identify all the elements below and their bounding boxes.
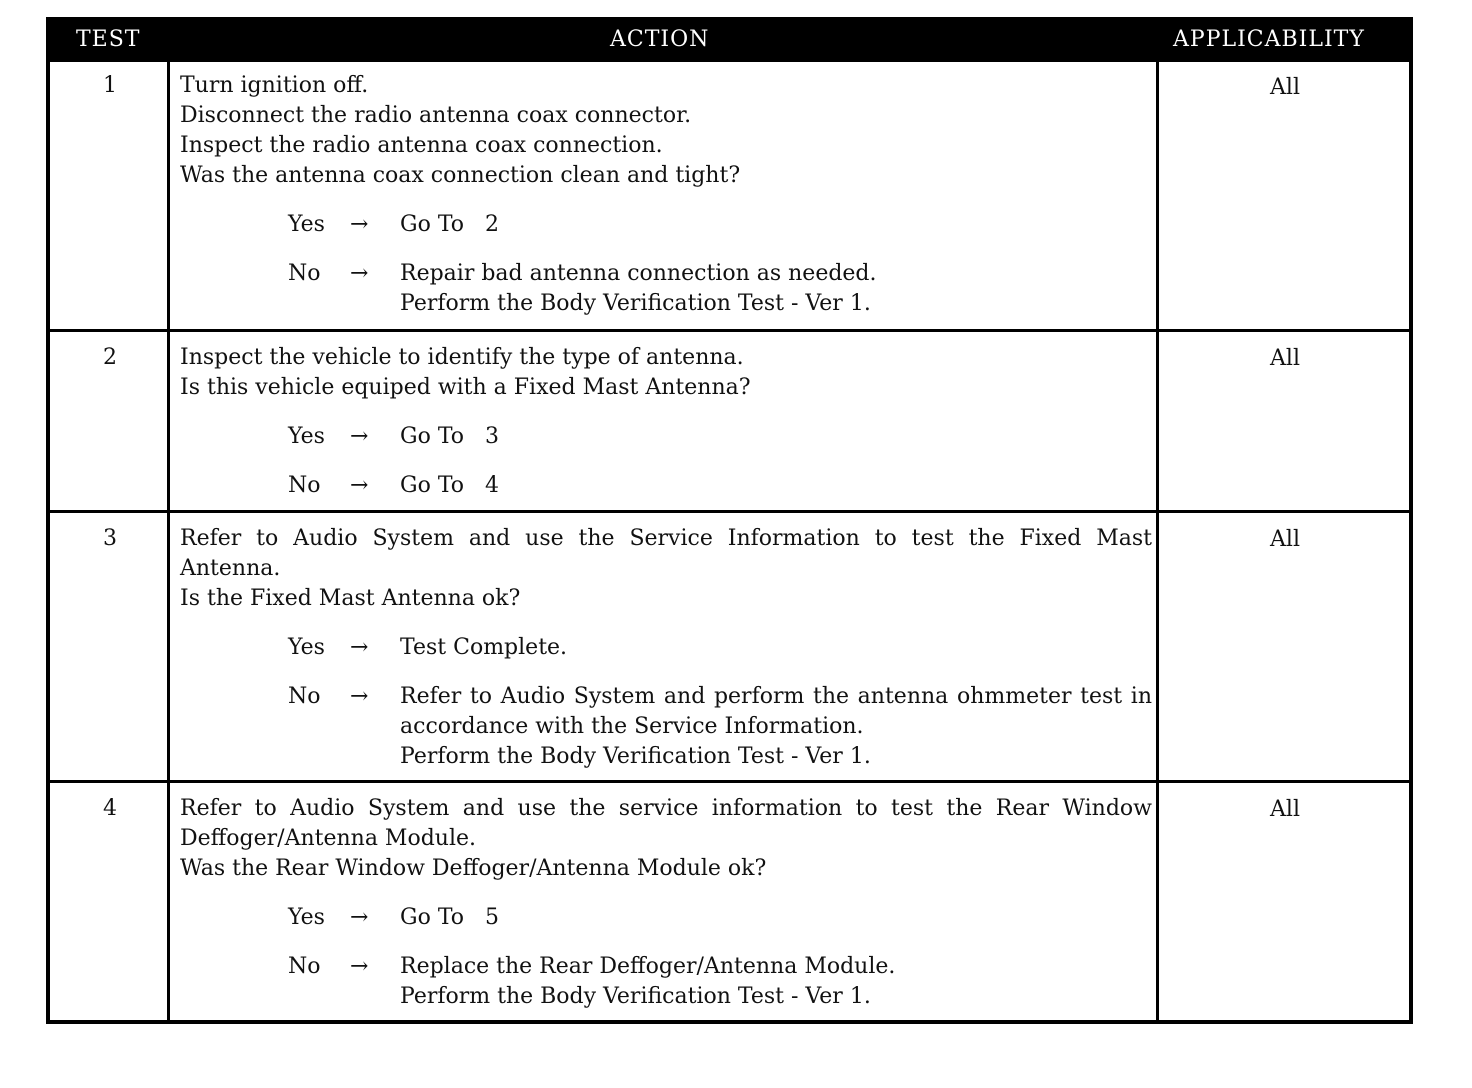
applicability-value: All bbox=[1270, 797, 1300, 822]
no-label: No bbox=[288, 684, 321, 709]
no-answer bbox=[180, 952, 1152, 1012]
test-number: 3 bbox=[103, 526, 117, 551]
row-divider bbox=[50, 780, 1409, 783]
arrow-icon: → bbox=[350, 424, 369, 449]
applicability-value: All bbox=[1270, 75, 1300, 100]
action-line: Inspect the vehicle to identify the type of antenna. bbox=[180, 345, 744, 370]
action-line: Was the antenna coax connection clean and tight? bbox=[180, 163, 741, 188]
no-result: Go To 4 bbox=[400, 473, 499, 498]
action-line: Is this vehicle equiped with a Fixed Mast Antenna? bbox=[180, 375, 751, 400]
header-action: ACTION bbox=[610, 27, 710, 52]
no-result-line: Perform the Body Verification Test - Ver 1. bbox=[400, 744, 871, 769]
no-answer bbox=[180, 471, 1152, 501]
header-test: TEST bbox=[76, 27, 141, 52]
arrow-icon: → bbox=[350, 261, 369, 286]
no-result-line: Replace the Rear Deffoger/Antenna Module. bbox=[400, 954, 896, 979]
yes-label: Yes bbox=[288, 212, 325, 237]
no-label: No bbox=[288, 473, 321, 498]
arrow-icon: → bbox=[350, 635, 369, 660]
yes-result: Go To 5 bbox=[400, 905, 499, 930]
diagnostic-table bbox=[46, 17, 1413, 1024]
action-cell bbox=[180, 794, 1152, 1012]
test-number: 1 bbox=[103, 73, 117, 98]
test-number: 2 bbox=[103, 345, 117, 370]
no-result-line: Refer to Audio System and perform the antenna ohmmeter test in accordance with the Service Information. bbox=[400, 684, 1152, 739]
action-line: Turn ignition off. bbox=[180, 73, 369, 98]
action-cell bbox=[180, 343, 1152, 501]
action-line: Inspect the radio antenna coax connection. bbox=[180, 133, 663, 158]
no-result bbox=[400, 259, 1152, 319]
row-divider bbox=[50, 510, 1409, 513]
yes-label: Yes bbox=[288, 635, 325, 660]
no-result-line: Perform the Body Verification Test - Ver 1. bbox=[400, 984, 871, 1009]
arrow-icon: → bbox=[350, 905, 369, 930]
yes-result: Test Complete. bbox=[400, 635, 568, 660]
no-result bbox=[400, 682, 1152, 772]
yes-answer bbox=[180, 422, 1152, 452]
row-divider bbox=[50, 329, 1409, 332]
yes-result: Go To 2 bbox=[400, 212, 499, 237]
action-line: Is the Fixed Mast Antenna ok? bbox=[180, 586, 521, 611]
applicability-value: All bbox=[1270, 346, 1300, 371]
action-line: Was the Rear Window Deffoger/Antenna Module ok? bbox=[180, 856, 767, 881]
action-line: Disconnect the radio antenna coax connector. bbox=[180, 103, 692, 128]
no-answer bbox=[180, 682, 1152, 772]
action-cell bbox=[180, 71, 1152, 319]
no-result-line: Repair bad antenna connection as needed. bbox=[400, 261, 877, 286]
no-result bbox=[400, 952, 1152, 1012]
test-number: 4 bbox=[103, 796, 117, 821]
yes-answer bbox=[180, 210, 1152, 240]
yes-label: Yes bbox=[288, 905, 325, 930]
table-header bbox=[50, 21, 1409, 62]
yes-answer bbox=[180, 633, 1152, 663]
action-line: Refer to Audio System and use the Service Information to test the Fixed Mast Antenna. bbox=[180, 526, 1152, 581]
arrow-icon: → bbox=[350, 473, 369, 498]
no-label: No bbox=[288, 954, 321, 979]
column-divider bbox=[1156, 62, 1159, 1020]
no-result-line: Perform the Body Verification Test - Ver 1. bbox=[400, 291, 871, 316]
arrow-icon: → bbox=[350, 212, 369, 237]
header-applicability: APPLICABILITY bbox=[1173, 27, 1365, 52]
action-line: Refer to Audio System and use the service information to test the Rear Window Deffoger/Antenna Module. bbox=[180, 796, 1152, 851]
arrow-icon: → bbox=[350, 954, 369, 979]
yes-label: Yes bbox=[288, 424, 325, 449]
arrow-icon: → bbox=[350, 684, 369, 709]
action-cell bbox=[180, 524, 1152, 772]
applicability-value: All bbox=[1270, 527, 1300, 552]
yes-answer bbox=[180, 903, 1152, 933]
no-answer bbox=[180, 259, 1152, 319]
yes-result: Go To 3 bbox=[400, 424, 499, 449]
no-label: No bbox=[288, 261, 321, 286]
